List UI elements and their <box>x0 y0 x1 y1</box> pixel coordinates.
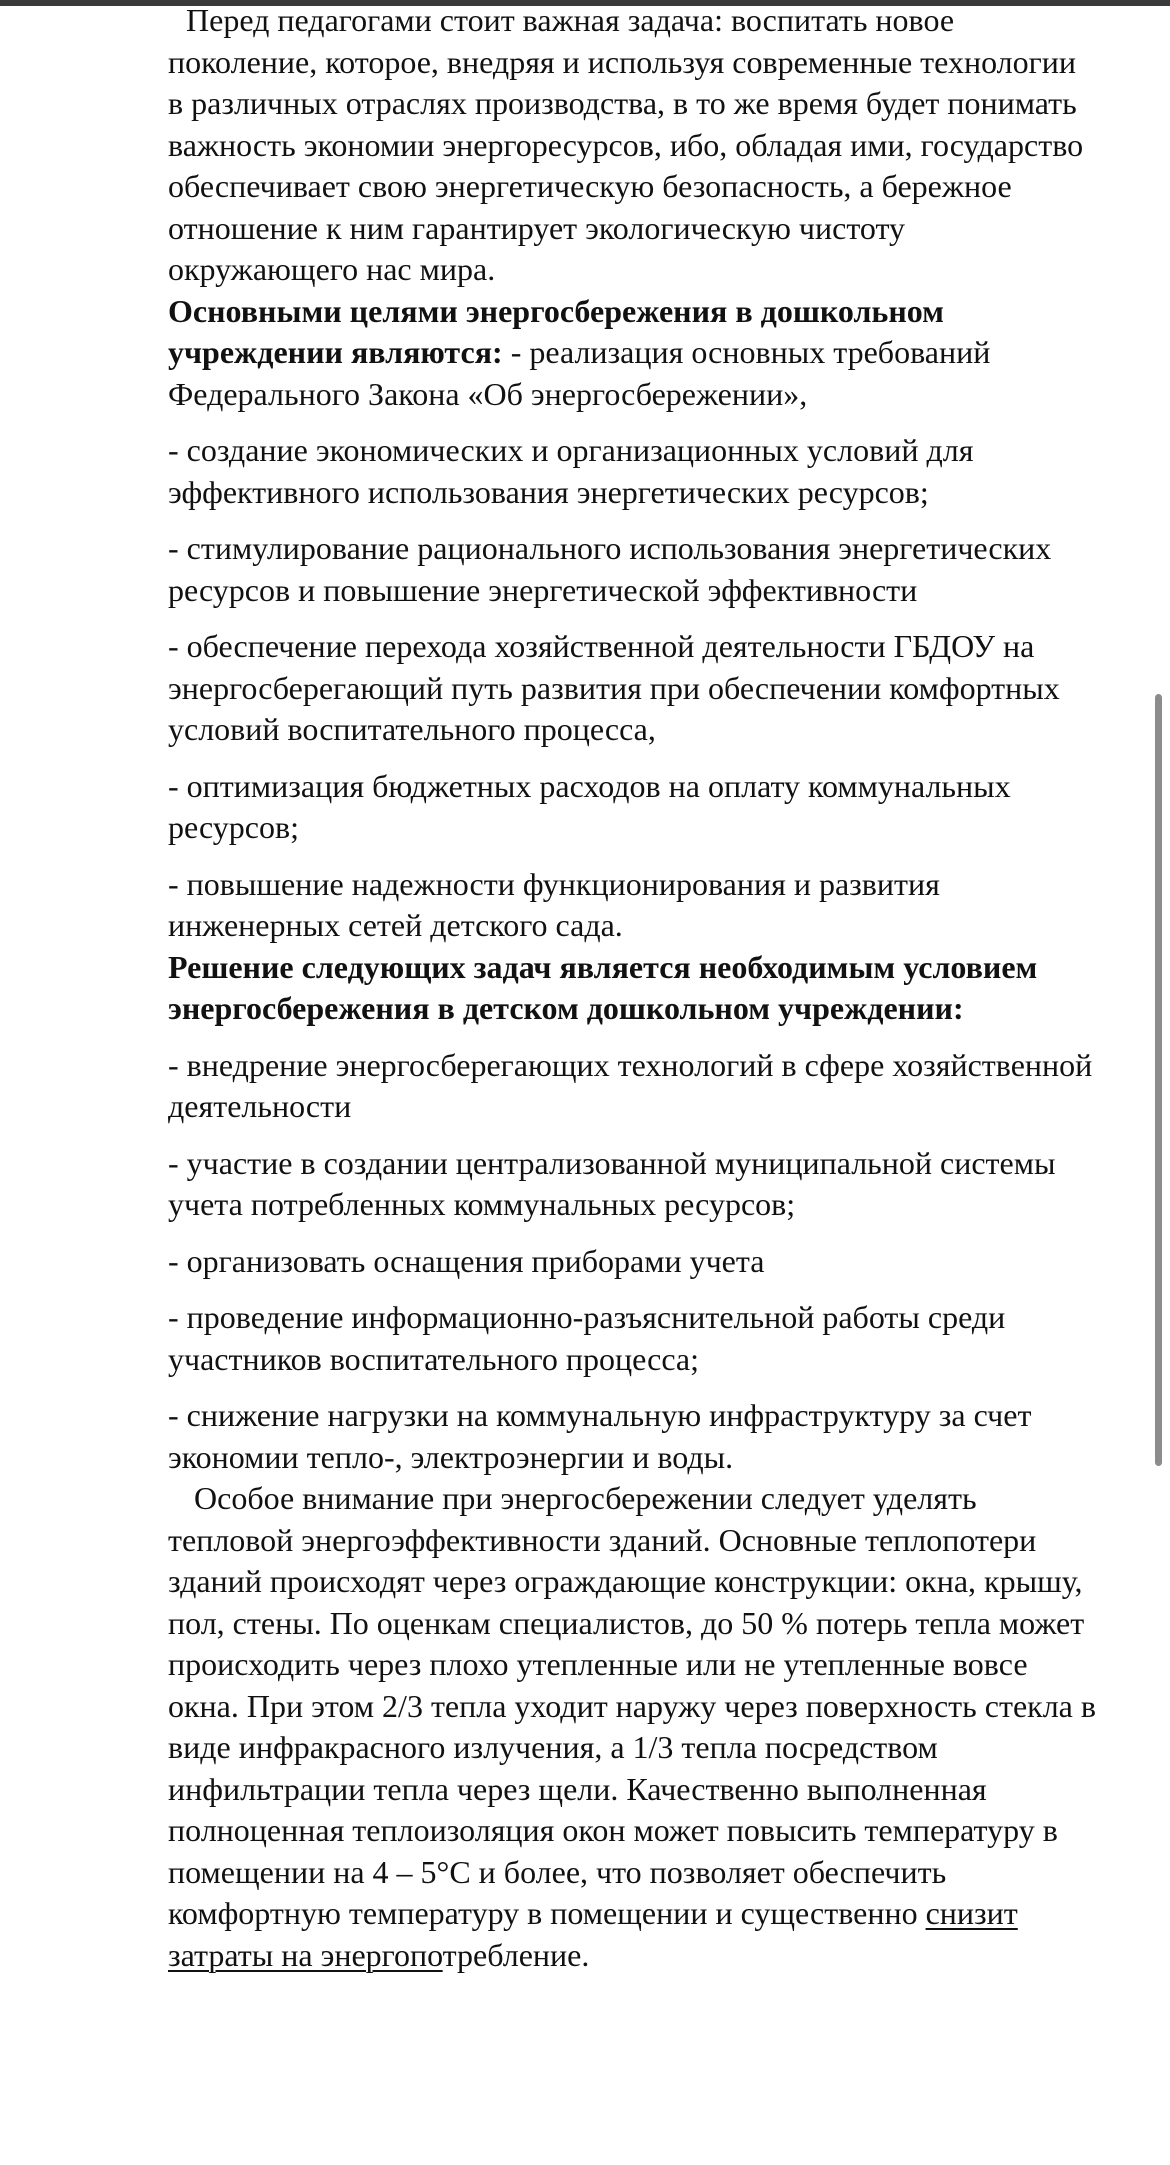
list-item: - обеспечение перехода хозяйственной деятельности ГБДОУ на энергосберегающий путь развития при обеспечении комфортных условий воспитательного процесса, <box>168 628 1060 747</box>
final-underlined-text: снизит затраты на энергопо <box>168 1895 1018 1973</box>
list-item: - снижение нагрузки на коммунальную инфраструктуру за счет экономии тепло-, электроэнергии и воды. <box>168 1397 1032 1475</box>
list-item: - участие в создании централизованной муниципальной системы учета потребленных коммунальных ресурсов; <box>168 1144 1056 1222</box>
document-body <box>168 0 1098 1976</box>
goals-first-item: - реализация основных требований Федерального Закона «Об энергосбережении», <box>168 334 991 412</box>
list-item: - создание экономических и организационных условий для эффективного использования энергетических ресурсов; <box>168 432 974 510</box>
goals-paragraph <box>168 291 1098 416</box>
final-paragraph-end: требление. <box>442 1936 590 1973</box>
final-paragraph <box>168 1478 1098 1976</box>
list-item: - оптимизация бюджетных расходов на оплату коммунальных ресурсов; <box>168 767 1011 845</box>
list-item: - повышение надежности функционирования и развития инженерных сетей детского сада. <box>168 865 940 943</box>
goals-heading: Основными целями энергосбережения в дошкольном учреждении являются: <box>168 292 944 370</box>
list-item: - стимулирование рационального использования энергетических ресурсов и повышение энергетической эффективности <box>168 530 1052 608</box>
tasks-heading: Решение следующих задач является необходимым условием энергосбережения в детском дошкольном учреждении: <box>168 948 1038 1026</box>
tasks-list <box>168 1045 1098 1479</box>
list-item: - проведение информационно-разъяснительной работы среди участников воспитательного процесса; <box>168 1299 1006 1377</box>
list-item: - внедрение энергосберегающих технологий в сфере хозяйственной деятельности <box>168 1046 1093 1124</box>
list-item: - организовать оснащения приборами учета <box>168 1242 765 1279</box>
intro-paragraph: Перед педагогами стоит важная задача: воспитать новое поколение, которое, внедряя и используя современные технологии в различных отраслях производства, в то же время будет понимать важность экономии энергоресурсов, ибо, обладая ими, государство обеспечивает свою энергетическую безопасность, а бережное отношение к ним гарантирует экологическую чистоту окружающего нас мира. <box>168 2 1084 287</box>
vertical-scrollbar[interactable] <box>1155 694 1162 1466</box>
final-paragraph-main: Особое внимание при энергосбережении следует уделять тепловой энергоэффективности зданий. Основные теплопотери зданий происходят через ограждающие конструкции: окна, крышу, пол, стены. По оценкам специалистов, до 50 % потерь тепла может происходить через плохо утепленные или не утепленные вовсе окна. При этом 2/3 тепла уходит наружу через поверхность стекла в виде инфракрасного излучения, а 1/3 тепла посредством инфильтрации тепла через щели. Качественно выполненная полноценная теплоизоляция окон может повысить температуру в помещении на 4 – 5°C и более, что позволяет обеспечить комфортную температуру в помещении и существенно <box>168 1480 1096 1931</box>
goals-list <box>168 430 1098 947</box>
